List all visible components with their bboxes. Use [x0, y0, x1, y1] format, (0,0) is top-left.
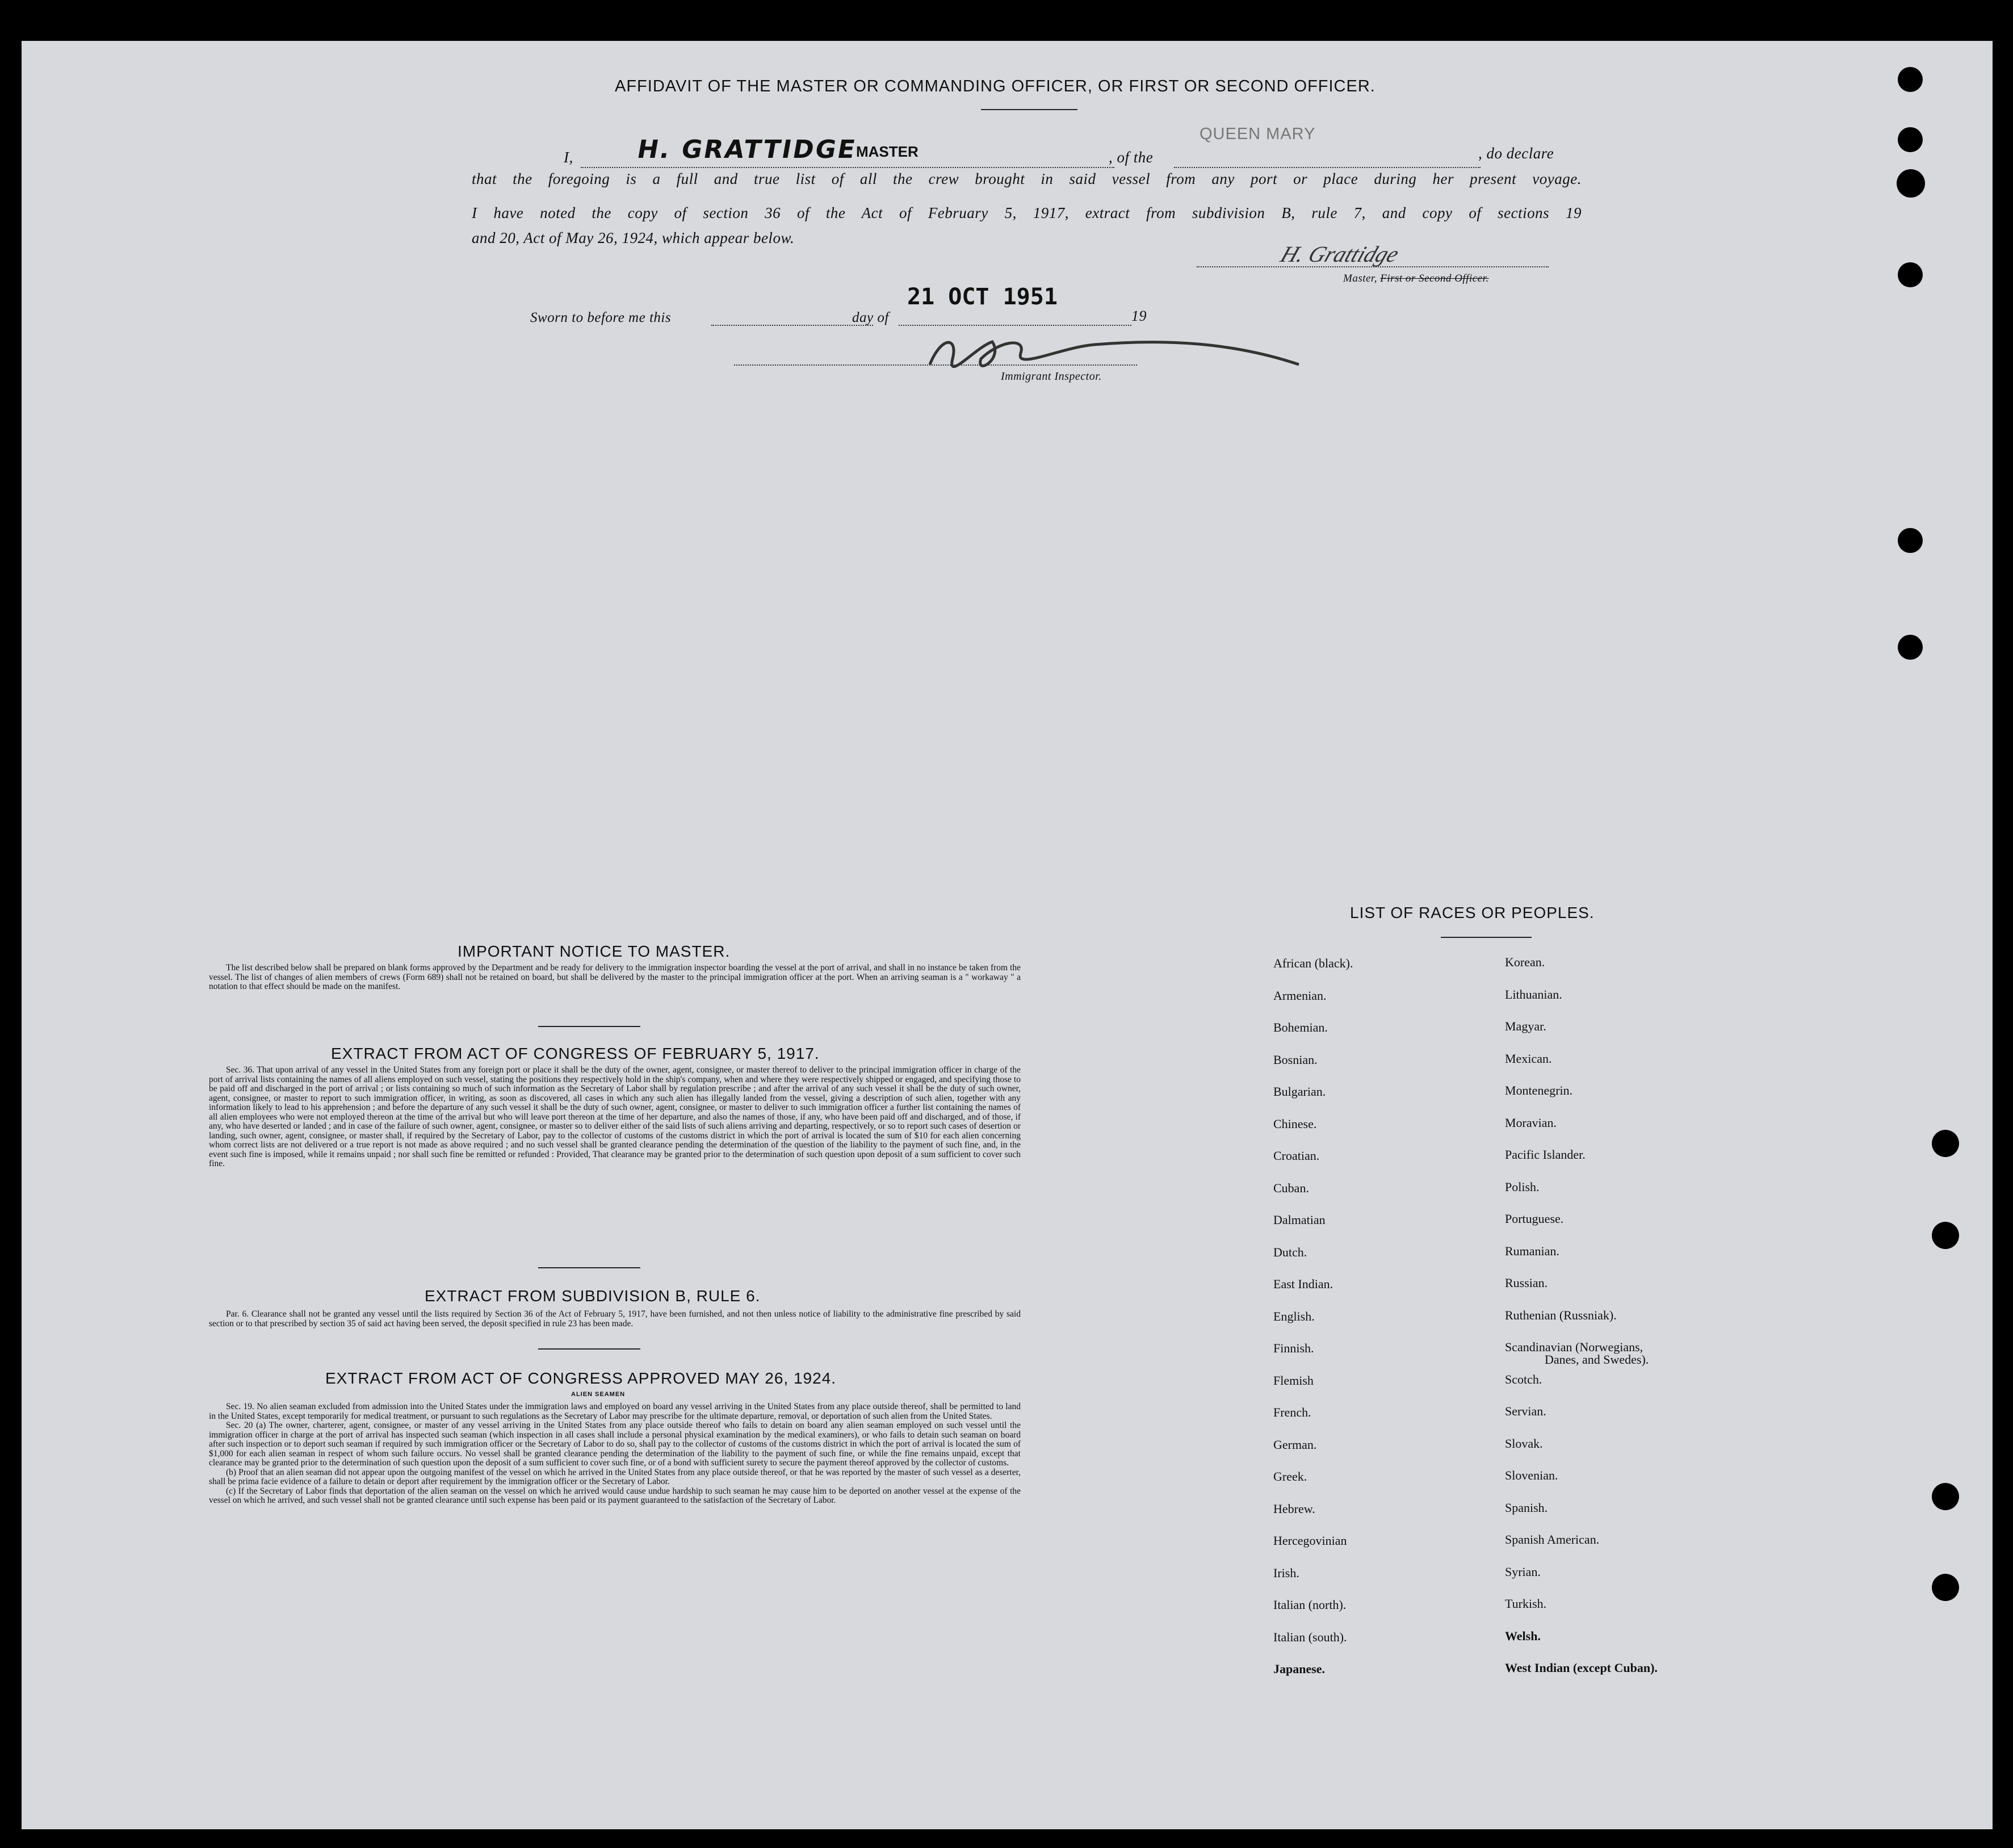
race-item: Armenian.: [1273, 988, 1327, 1003]
section-20a-text: Sec. 20 (a) The owner, charterer, agent, consignee, or master of any vessel arriving in the United States from any place outside thereof who fails to detain on board any alien seaman employed on such vessel until the immigration officer in charge at the port of arrival has inspected such seaman (which inspection in all cases shall include a personal physical examination by the medical examiners), or who fails to detain such seaman on board after such inspection or to deport such seaman if required by such immigration officer or the Secretary of Labor to do so, shall pay to the collector of customs of the customs district in which the port of arrival is located the sum of $1,000 for each alien seaman in respect of whom such failure occurs. No vessel shall be granted clearance pending the determination of the liability to the payment of such fine, or while the fine remains unpaid, except that clearance may be granted prior to the determination of such question upon the deposit of a sum sufficient to cover such fine, or of a bond with sufficient surety to secure the payment thereof approved by the collector of customs.: [209, 1420, 1021, 1468]
race-item: Bohemian.: [1273, 1020, 1328, 1034]
punch-hole: [1898, 262, 1923, 287]
rule-6-body: [209, 1310, 1021, 1329]
race-item: Dalmatian: [1273, 1213, 1326, 1227]
name-line: [581, 167, 1114, 168]
rule-6-title: EXTRACT FROM SUBDIVISION B, RULE 6.: [425, 1287, 761, 1305]
race-item: Slovak.: [1505, 1436, 1543, 1451]
section-19-text: Sec. 19. No alien seaman excluded from admission into the United States under the immigration laws and employed on board any vessel arriving in the United States from any place outside thereof, shall be permitted to land in the United States, except temporarily for medical treatment, or pursuant to such regulations as the Secretary of Labor may prescribe for the ultimate departure, removal, or deportation of such alien from the United States.: [209, 1402, 1021, 1421]
notice-paragraph: The list described below shall be prepared on blank forms approved by the Department and be ready for delivery to the immigration inspector boarding the vessel at the port of arrival, and shall in no instance be taken from the vessel. The list of changes of alien members of crews (Form 689) shall not be retained on board, but shall be delivered by the master to the principal immigration officer at the port. When an arriving seaman is a " workaway " a notation to that effect should be made on the manifest.: [209, 963, 1021, 991]
do-declare-label: , do declare: [1478, 145, 1554, 162]
divider: [981, 109, 1077, 110]
section-20c-text: (c) If the Secretary of Labor finds that deportation of the alien seaman on the vessel on which he arrived would cause undue hardship to such seaman he may cause him to be deported on another vessel at the expense of the vessel on which he arrived, and such vessel shall not be granted clearance until such expense has been paid or its payment guaranteed to the satisfaction of the Secretary of Labor.: [209, 1486, 1021, 1505]
caption-master: Master,: [1343, 273, 1377, 284]
sworn-day-line: [711, 325, 873, 326]
race-item: Russian.: [1505, 1276, 1548, 1290]
race-item: Scotch.: [1505, 1372, 1542, 1386]
race-item: Montenegrin.: [1505, 1083, 1573, 1097]
signature-caption: [1343, 273, 1489, 285]
race-item: East Indian.: [1273, 1277, 1333, 1291]
punch-hole: [1898, 528, 1923, 553]
punch-hole: [1932, 1483, 1959, 1510]
affidavit-line-2: that the foregoing is a full and true list of all the crew brought in said vessel from any port or place during her present voyage.: [472, 170, 1582, 187]
race-item: Hercegovinian: [1273, 1533, 1347, 1548]
races-column-1: [1273, 956, 1353, 1694]
race-item: African (black).: [1273, 956, 1353, 970]
punch-hole: [1897, 169, 1925, 198]
race-item: Magyar.: [1505, 1019, 1546, 1033]
race-item: Hebrew.: [1273, 1501, 1315, 1516]
divider: [538, 1267, 640, 1268]
race-item: Ruthenian (Russniak).: [1505, 1308, 1617, 1322]
race-item: Syrian.: [1505, 1564, 1541, 1579]
inspector-caption: Immigrant Inspector.: [1001, 370, 1102, 383]
punch-hole: [1898, 635, 1923, 660]
race-item: Lithuanian.: [1505, 987, 1562, 1001]
race-item: Greek.: [1273, 1469, 1307, 1484]
race-item: Cuban.: [1273, 1180, 1309, 1195]
race-item: French.: [1273, 1405, 1311, 1419]
extract-1917-title: EXTRACT FROM ACT OF CONGRESS OF FEBRUARY 5, 1917.: [331, 1045, 820, 1062]
caption-struck: First or Second Officer.: [1380, 273, 1489, 284]
race-item: Welsh.: [1505, 1628, 1541, 1643]
race-item-continuation: Danes, and Swedes).: [1545, 1352, 1649, 1367]
inspector-signature: [890, 325, 1322, 387]
race-item: Japanese.: [1273, 1662, 1326, 1676]
race-item-text: Scandinavian (Norwegians,: [1505, 1340, 1643, 1354]
race-item: Italian (north).: [1273, 1598, 1347, 1612]
day-of-label: day of: [852, 310, 889, 325]
punch-hole: [1932, 1574, 1959, 1601]
vessel-line: [1174, 167, 1481, 168]
race-item: Korean.: [1505, 955, 1545, 969]
race-item: Spanish American.: [1505, 1532, 1600, 1547]
punch-hole: [1932, 1222, 1959, 1249]
race-item: German.: [1273, 1437, 1317, 1452]
race-item: English.: [1273, 1309, 1315, 1323]
affidavit-line-3: I have noted the copy of section 36 of the Act of February 5, 1917, extract from subdivision B, rule 7, and copy of sections 19: [472, 204, 1582, 221]
race-item: Italian (south).: [1273, 1629, 1347, 1644]
affidavit-title: AFFIDAVIT OF THE MASTER OR COMMANDING OFFICER, OR FIRST OR SECOND OFFICER.: [615, 77, 1375, 95]
punch-hole: [1898, 127, 1923, 152]
divider: [538, 1026, 640, 1027]
of-the-label: , of the: [1109, 149, 1154, 166]
race-item: Bosnian.: [1273, 1052, 1318, 1067]
sworn-label: Sworn to before me this: [530, 310, 672, 325]
race-item: Pacific Islander.: [1505, 1147, 1586, 1162]
race-item: Servian.: [1505, 1404, 1546, 1418]
punch-hole: [1932, 1130, 1959, 1157]
races-title: LIST OF RACES OR PEOPLES.: [1350, 904, 1595, 921]
section-36-text: Sec. 36. That upon arrival of any vessel in the United States from any foreign port or place it shall be the duty of the owner, agent, consignee, or master thereof to deliver to the principal immigration officer in charge of the port of arrival lists containing the names of all aliens employed on such vessel, stating the positions they respectively hold in the ship's company, when and where they were respectively shipped or engaged, and specifying those to be paid off and discharged in the port of arrival ; or lists containing so much of such information as the Secretary of Labor shall by regulation prescribe ; and after the arrival of any such vessel it shall be the duty of such owner, agent, consignee, or master to report to such immigration officer, in writing, as soon as discovered, all cases in which any such alien has illegally landed from the vessel, giving a description of such alien, together with any information likely to lead to his apprehension ; and before the departure of any such vessel it shall be the duty of such owner, agent, consignee, or master to deliver to such immigration officer a further list containing the names of all alien employees who were not employed thereon at the time of the arrival but who will leave port thereon at the time of her departure, and also the names of those, if any, who have been paid off and discharged, and of those, if any, who have deserted or landed ; and in case of the failure of such owner, agent, consignee, or master so to deliver either of the said lists of such aliens arriving and departing, respectively, or so to report such cases of desertion or landing, such owner, agent, consignee, or master shall, if required by the Secretary of Labor, pay to the collector of customs of the customs district in which the port of arrival is located the sum of $10 for each alien concerning whom correct lists are not delivered or a true report is not made as above required ; and no such vessel shall be granted clearance pending the determination of the question of the liability to the payment of such fine, and, in the event such fine is imposed, while it remains unpaid ; nor shall such fine be remitted or refunded : Provided, That clearance may be granted prior to the determination of such question upon deposit of a sum sufficient to cover such fine.: [209, 1065, 1021, 1168]
paragraph-6-text: Par. 6. Clearance shall not be granted any vessel until the lists required by Section 36 of the Act of February 5, 1917, have been furnished, and not then unless notice of liability to the administrative fine prescribed by said section or to that prescribed by section 35 of said act having been served, the deposit specified in rule 23 has been made.: [209, 1309, 1021, 1329]
race-item: Irish.: [1273, 1565, 1299, 1580]
extract-1917-body: [209, 1066, 1021, 1169]
punch-hole: [1898, 67, 1923, 92]
year-prefix: 19: [1131, 308, 1147, 324]
master-name-handwritten: H. GRATTIDGE: [635, 135, 859, 164]
race-item: [1505, 1340, 1658, 1372]
manifest-page: [22, 41, 1993, 1829]
race-item: Moravian.: [1505, 1115, 1557, 1130]
vessel-name-stamp: QUEEN MARY: [1200, 125, 1316, 143]
race-item: Turkish.: [1505, 1596, 1547, 1611]
alien-seamen-subtitle: ALIEN SEAMEN: [571, 1391, 626, 1398]
extract-1924-title: EXTRACT FROM ACT OF CONGRESS APPROVED MAY 26, 1924.: [325, 1369, 837, 1387]
race-item: Croatian.: [1273, 1149, 1320, 1163]
divider: [538, 1348, 640, 1350]
divider: [1441, 937, 1532, 938]
race-item: Portuguese.: [1505, 1212, 1564, 1226]
inspector-line: [734, 364, 1137, 366]
notice-body: [209, 963, 1021, 992]
master-signature: H. Grattidge: [1277, 241, 1403, 267]
races-column-2: [1505, 955, 1658, 1693]
affidavit-i-label: I,: [564, 149, 573, 166]
race-item: Bulgarian.: [1273, 1084, 1326, 1099]
section-20b-text: (b) Proof that an alien seaman did not appear upon the outgoing manifest of the vessel on which he arrived in the United States from any place outside thereof, or that he was reported by the master of such vessel as a deserter, shall be prima facie evidence of a failure to detain or deport after requirement by the immigration officer or the Secretary of Labor.: [209, 1467, 1021, 1486]
extract-1924-body: [209, 1402, 1021, 1506]
rank-typed: MASTER: [856, 143, 919, 160]
notice-title: IMPORTANT NOTICE TO MASTER.: [458, 942, 731, 960]
race-item: Finnish.: [1273, 1341, 1314, 1355]
race-item: Polish.: [1505, 1179, 1540, 1194]
race-item: Dutch.: [1273, 1244, 1307, 1259]
race-item: Chinese.: [1273, 1116, 1317, 1131]
race-item: West Indian (except Cuban).: [1505, 1661, 1658, 1675]
race-item: Mexican.: [1505, 1051, 1552, 1066]
race-item: Rumanian.: [1505, 1243, 1559, 1258]
race-item: Flemish: [1273, 1373, 1314, 1388]
race-item: Spanish.: [1505, 1500, 1548, 1515]
race-item: Slovenian.: [1505, 1468, 1558, 1482]
affidavit-line-4: and 20, Act of May 26, 1924, which appear below.: [472, 229, 795, 246]
date-stamp: 21 OCT 1951: [907, 284, 1058, 310]
